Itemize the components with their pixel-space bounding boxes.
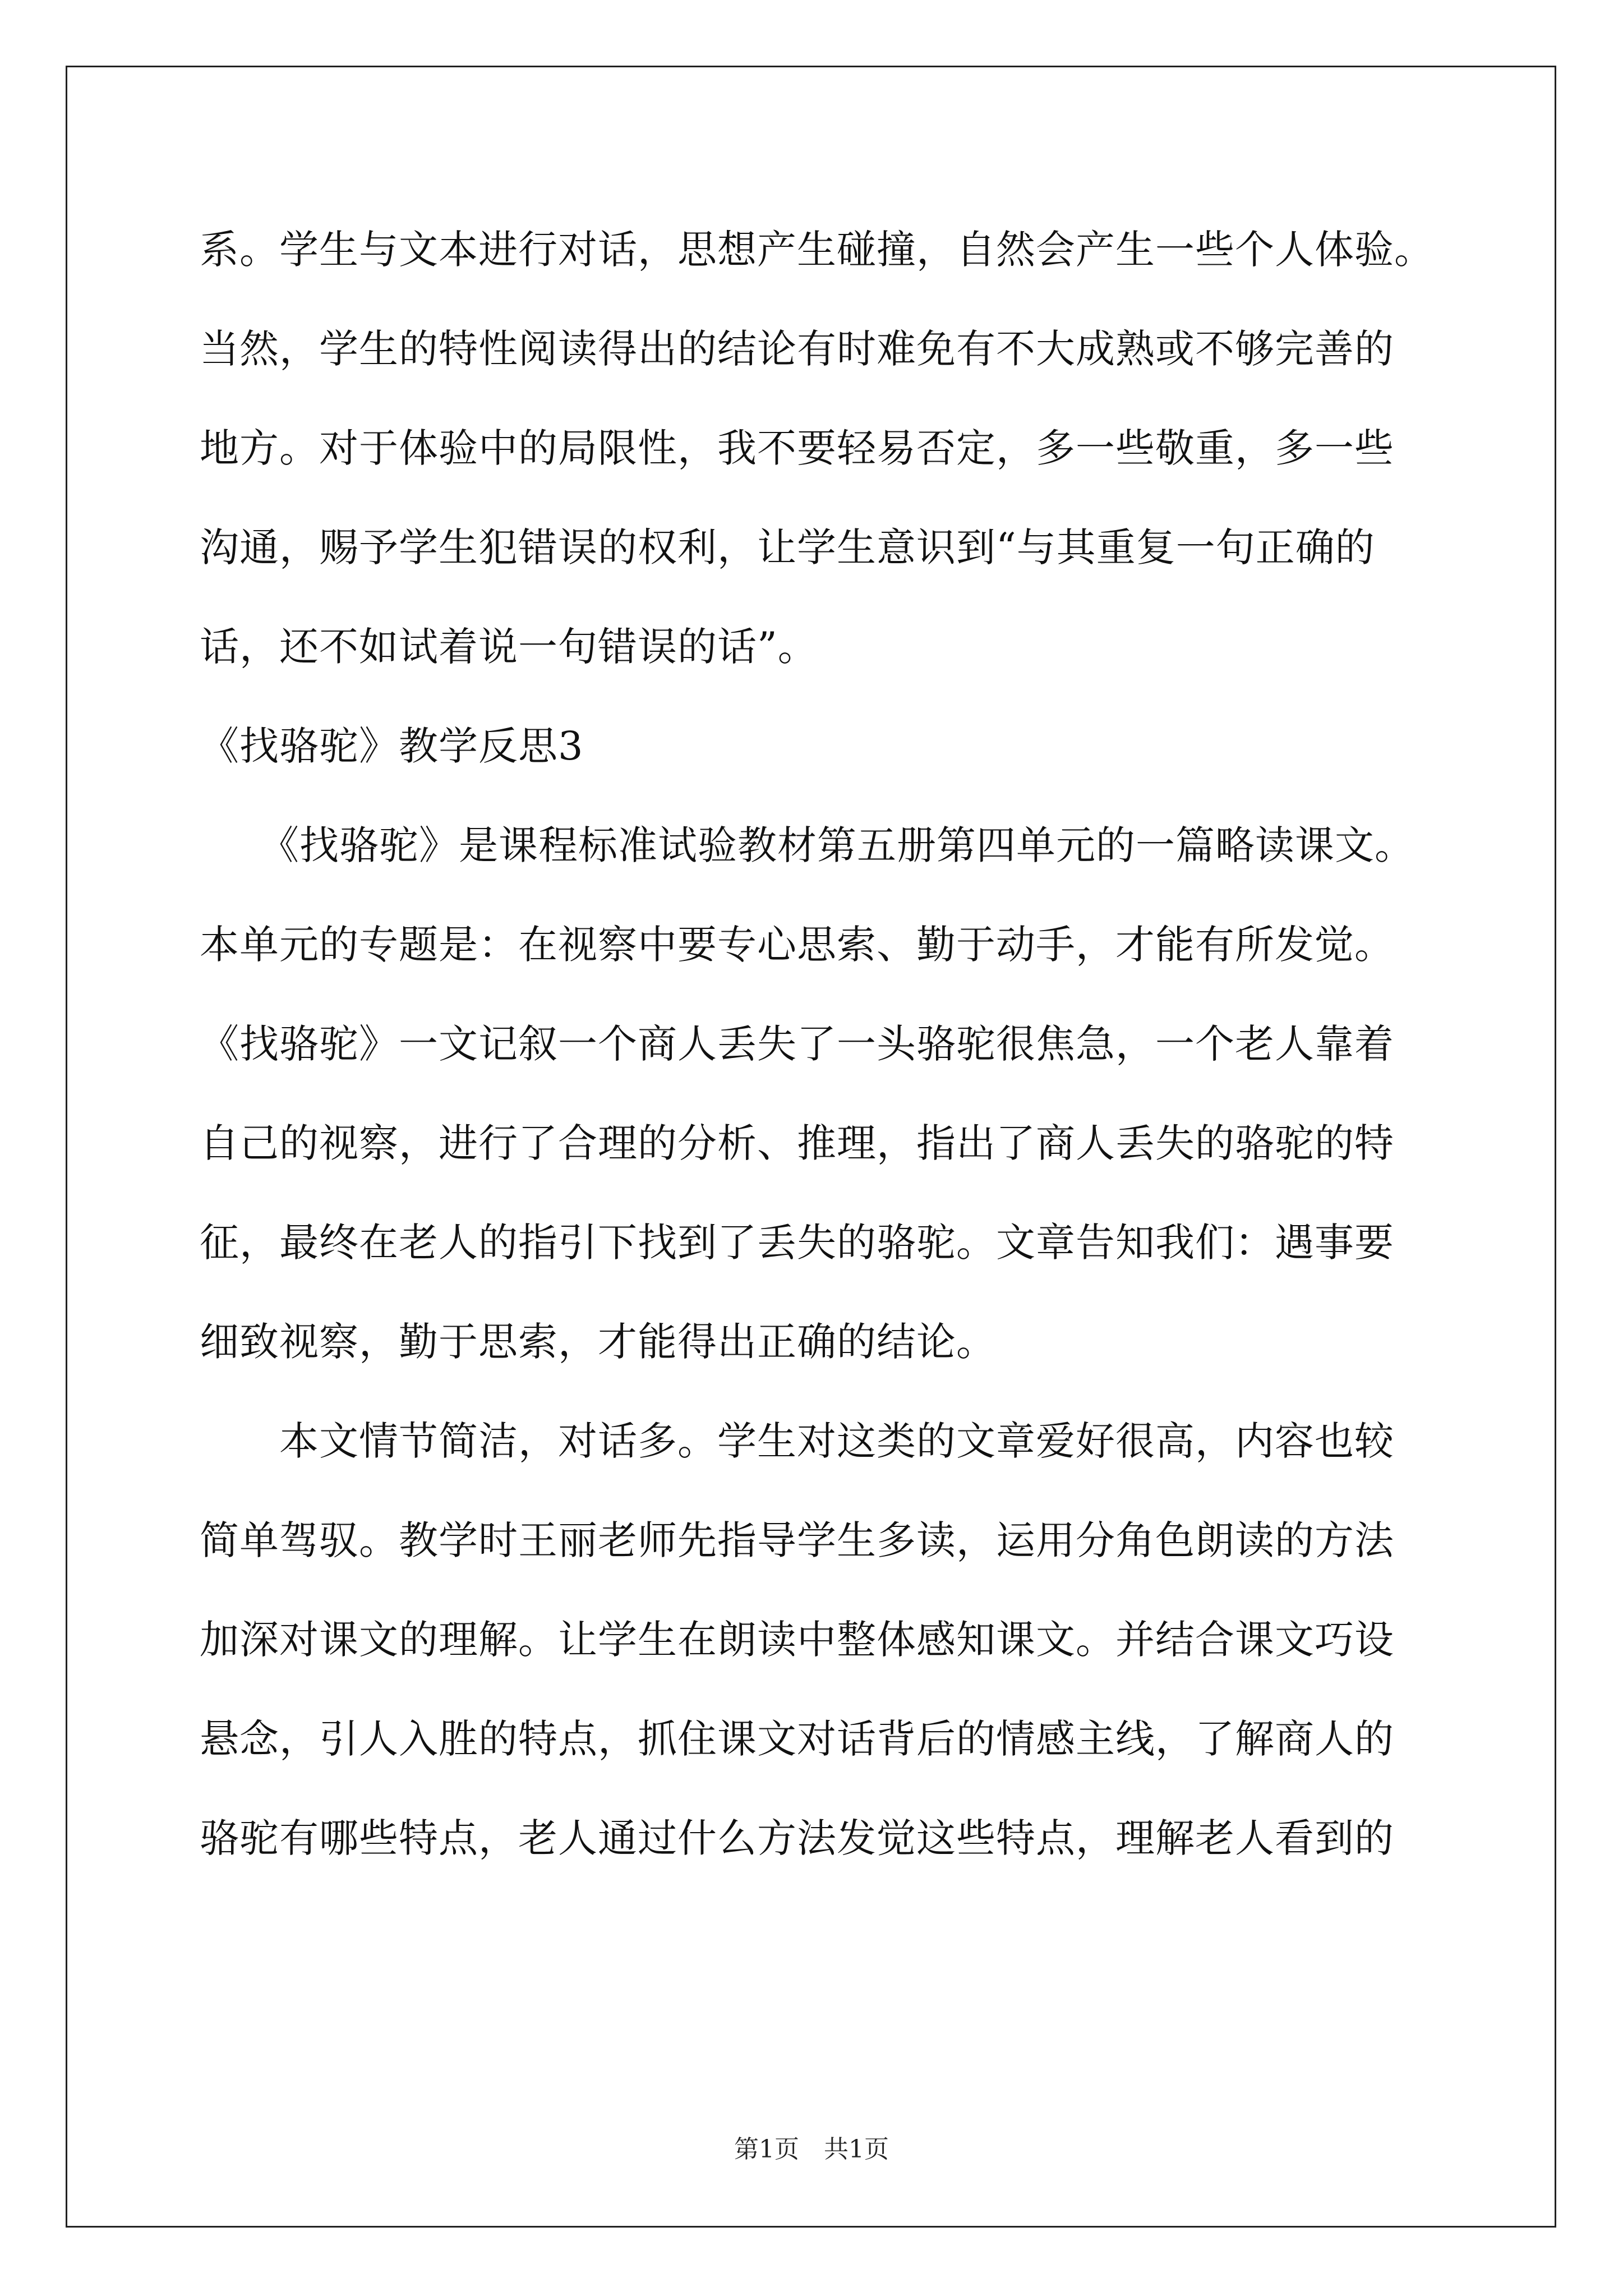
text-line: 本单元的专题是：在视察中要专心思索、勤于动手，才能有所发觉。 (200, 922, 1394, 968)
text-line: 悬念，引人入胜的特点，抓住课文对话背后的情感主线，了解商人的 (200, 1716, 1394, 1762)
section-heading: 《找骆驼》教学反思3 (200, 723, 584, 769)
text-line: 自己的视察，进行了合理的分析、推理，指出了商人丢失的骆驼的特 (200, 1120, 1394, 1166)
text-line: 地方。对于体验中的局限性，我不要轻易否定，多一些敬重，多一些 (200, 425, 1394, 471)
text-line: 骆驼有哪些特点，老人通过什么方法发觉这些特点，理解老人看到的 (200, 1815, 1394, 1861)
text-line: 本文情节简洁，对话多。学生对这类的文章爱好很高，内容也较 (200, 1418, 1394, 1464)
text-line: 沟通，赐予学生犯错误的权利，让学生意识到“与其重复一句正确的 (200, 524, 1375, 570)
text-line: 细致视察，勤于思索，才能得出正确的结论。 (200, 1319, 996, 1365)
text-line: 《找骆驼》一文记叙一个商人丢失了一头骆驼很焦急，一个老人靠着 (200, 1021, 1394, 1067)
text-line: 系。学生与文本进行对话，思想产生碰撞，自然会产生一些个人体验。 (200, 227, 1434, 273)
text-line: 《找骆驼》是课程标准试验教材第五册第四单元的一篇略读课文。 (200, 822, 1414, 868)
text-line: 当然，学生的特性阅读得出的结论有时难免有不大成熟或不够完善的 (200, 326, 1394, 372)
text-line: 话，还不如试着说一句错误的话”。 (200, 624, 818, 670)
page-number-footer: 第1页 共1页 (734, 2135, 889, 2164)
text-line: 加深对课文的理解。让学生在朗读中整体感知课文。并结合课文巧设 (200, 1617, 1394, 1663)
text-line: 简单驾驭。教学时王丽老师先指导学生多读，运用分角色朗读的方法 (200, 1517, 1394, 1563)
text-line: 征，最终在老人的指引下找到了丢失的骆驼。文章告知我们：遇事要 (200, 1220, 1394, 1266)
